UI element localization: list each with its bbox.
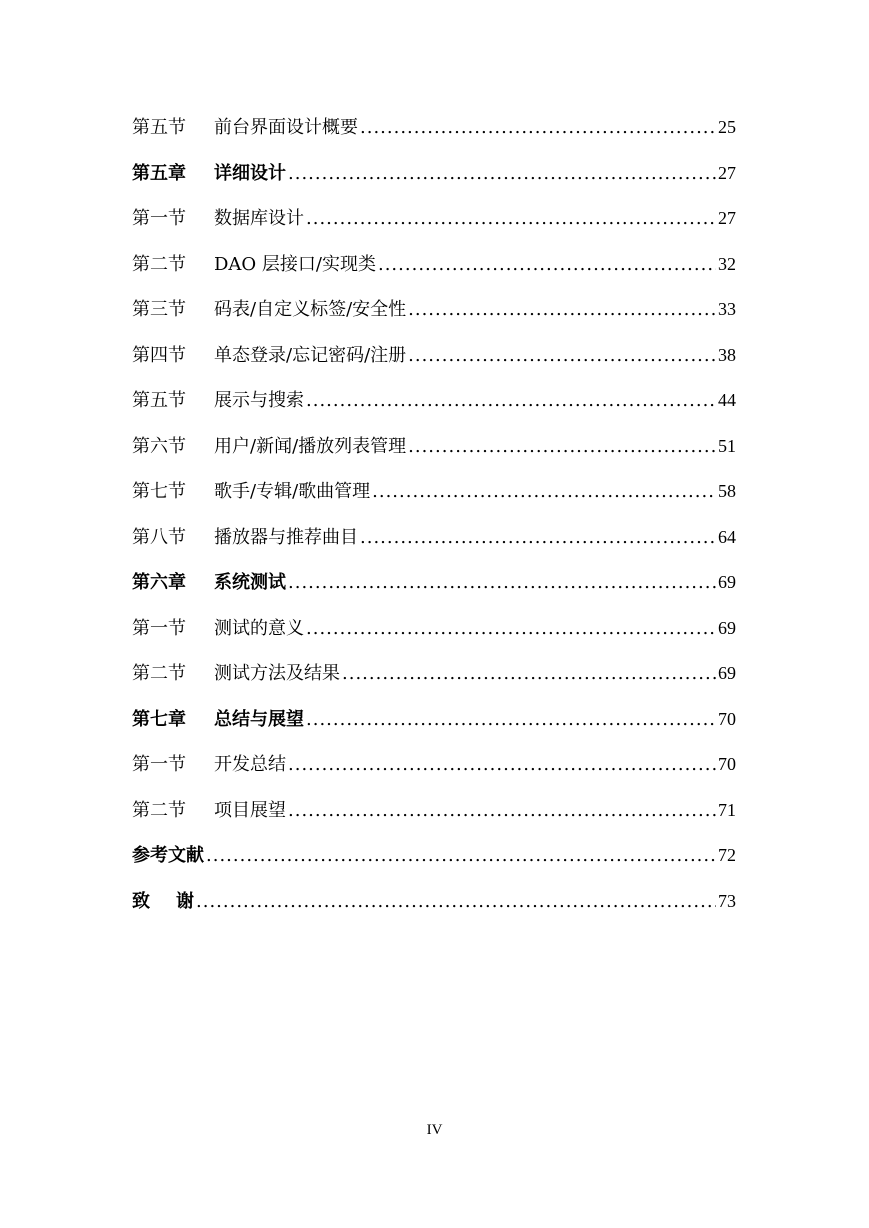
toc-entry-page: 69 <box>718 663 736 683</box>
toc-entry-title: 项目展望 <box>214 799 286 821</box>
toc-entry-chapter <box>132 158 736 204</box>
toc-entry-title-part: 致 <box>132 890 150 912</box>
toc-leader-dots <box>378 250 716 280</box>
toc-entry-label: 第七节 <box>132 481 186 502</box>
toc-entry-page: 73 <box>718 890 736 911</box>
toc-entry-title: 前台界面设计概要 <box>214 117 358 138</box>
toc-entry-title: 开发总结 <box>214 754 286 775</box>
toc-entry-page: 70 <box>718 708 736 729</box>
toc-entry-label: 第二节 <box>132 253 186 275</box>
toc-entry-label: 第四节 <box>132 344 186 366</box>
toc-leader-dots <box>306 204 716 234</box>
toc-entry-title <box>132 887 194 917</box>
toc-entry-label: 第二节 <box>132 663 186 684</box>
toc-entry-references <box>132 840 736 886</box>
toc-leader-dots <box>206 841 716 871</box>
toc-leader-dots <box>288 796 716 826</box>
toc-entry-page: 71 <box>718 799 736 820</box>
toc-entry-title: 系统测试 <box>214 572 286 593</box>
toc-entry <box>132 112 736 158</box>
toc-entry-title: 参考文献 <box>132 845 204 866</box>
toc-entry-page: 72 <box>718 845 736 865</box>
toc-entry-title: 总结与展望 <box>214 708 304 730</box>
toc-entry-title: 测试方法及结果 <box>214 663 340 684</box>
toc-entry-label: 第一节 <box>132 208 186 229</box>
toc-leader-dots <box>360 113 716 143</box>
toc-entry-page: 58 <box>718 481 736 501</box>
toc-entry-page: 44 <box>718 390 736 410</box>
toc-entry-title: 测试的意义 <box>214 617 304 639</box>
toc-entry <box>132 294 736 340</box>
toc-leader-dots <box>408 341 716 371</box>
toc-entry-page: 25 <box>718 117 736 137</box>
toc-entry-label: 第六章 <box>132 572 186 593</box>
toc-entry-title: 单态登录/忘记密码/注册 <box>214 344 407 366</box>
toc-entry-label: 第一节 <box>132 617 186 639</box>
toc-entry-page: 32 <box>718 253 736 274</box>
toc-entry <box>132 658 736 704</box>
page-number: IV <box>426 1122 443 1138</box>
toc-leader-dots <box>408 432 716 462</box>
toc-entry-chapter <box>132 567 736 613</box>
toc-entry-label: 第一节 <box>132 754 186 775</box>
toc-leader-dots <box>360 523 716 553</box>
toc-entry-title: 用户/新闻/播放列表管理 <box>214 435 407 457</box>
toc-entry <box>132 795 736 841</box>
toc-entry <box>132 476 736 522</box>
toc-entry-label: 第二节 <box>132 799 186 821</box>
table-of-contents <box>132 112 736 931</box>
toc-entry-label: 第六节 <box>132 435 186 457</box>
toc-entry <box>132 431 736 477</box>
toc-entry-page: 69 <box>718 572 736 592</box>
toc-entry-title: 歌手/专辑/歌曲管理 <box>214 481 371 502</box>
toc-entry-page: 33 <box>718 299 736 319</box>
toc-leader-dots <box>408 295 716 325</box>
toc-entry-acknowledgements <box>132 886 736 932</box>
toc-leader-dots <box>288 159 716 189</box>
toc-entry-title: DAO 层接口/实现类 <box>214 253 376 275</box>
toc-entry-page: 70 <box>718 754 736 774</box>
toc-leader-dots <box>342 659 716 689</box>
toc-entry-label: 第七章 <box>132 708 186 730</box>
toc-entry-label: 第八节 <box>132 526 186 548</box>
toc-entry-page: 64 <box>718 526 736 547</box>
toc-entry-title: 详细设计 <box>214 162 286 184</box>
toc-entry-label: 第五节 <box>132 117 186 138</box>
toc-entry-chapter <box>132 704 736 750</box>
toc-entry-label: 第五章 <box>132 162 186 184</box>
toc-entry-page: 27 <box>718 162 736 183</box>
toc-leader-dots <box>306 614 716 644</box>
toc-leader-dots <box>306 386 716 416</box>
toc-entry <box>132 249 736 295</box>
toc-leader-dots <box>196 887 716 917</box>
toc-entry-title: 数据库设计 <box>214 208 304 229</box>
toc-entry <box>132 749 736 795</box>
toc-entry <box>132 613 736 659</box>
toc-entry-page: 51 <box>718 435 736 456</box>
toc-leader-dots <box>372 477 716 507</box>
toc-entry-title: 码表/自定义标签/安全性 <box>214 299 407 320</box>
toc-leader-dots <box>288 750 716 780</box>
toc-entry-label: 第五节 <box>132 390 186 411</box>
toc-leader-dots <box>306 705 716 735</box>
toc-entry-page: 69 <box>718 617 736 638</box>
toc-leader-dots <box>288 568 716 598</box>
toc-entry-page: 27 <box>718 208 736 228</box>
toc-entry <box>132 340 736 386</box>
toc-entry-title: 展示与搜索 <box>214 390 304 411</box>
toc-entry <box>132 522 736 568</box>
toc-entry-page: 38 <box>718 344 736 365</box>
toc-entry-title-part: 谢 <box>176 890 194 912</box>
toc-entry-label: 第三节 <box>132 299 186 320</box>
toc-entry-title: 播放器与推荐曲目 <box>214 526 358 548</box>
toc-entry <box>132 385 736 431</box>
toc-entry <box>132 203 736 249</box>
